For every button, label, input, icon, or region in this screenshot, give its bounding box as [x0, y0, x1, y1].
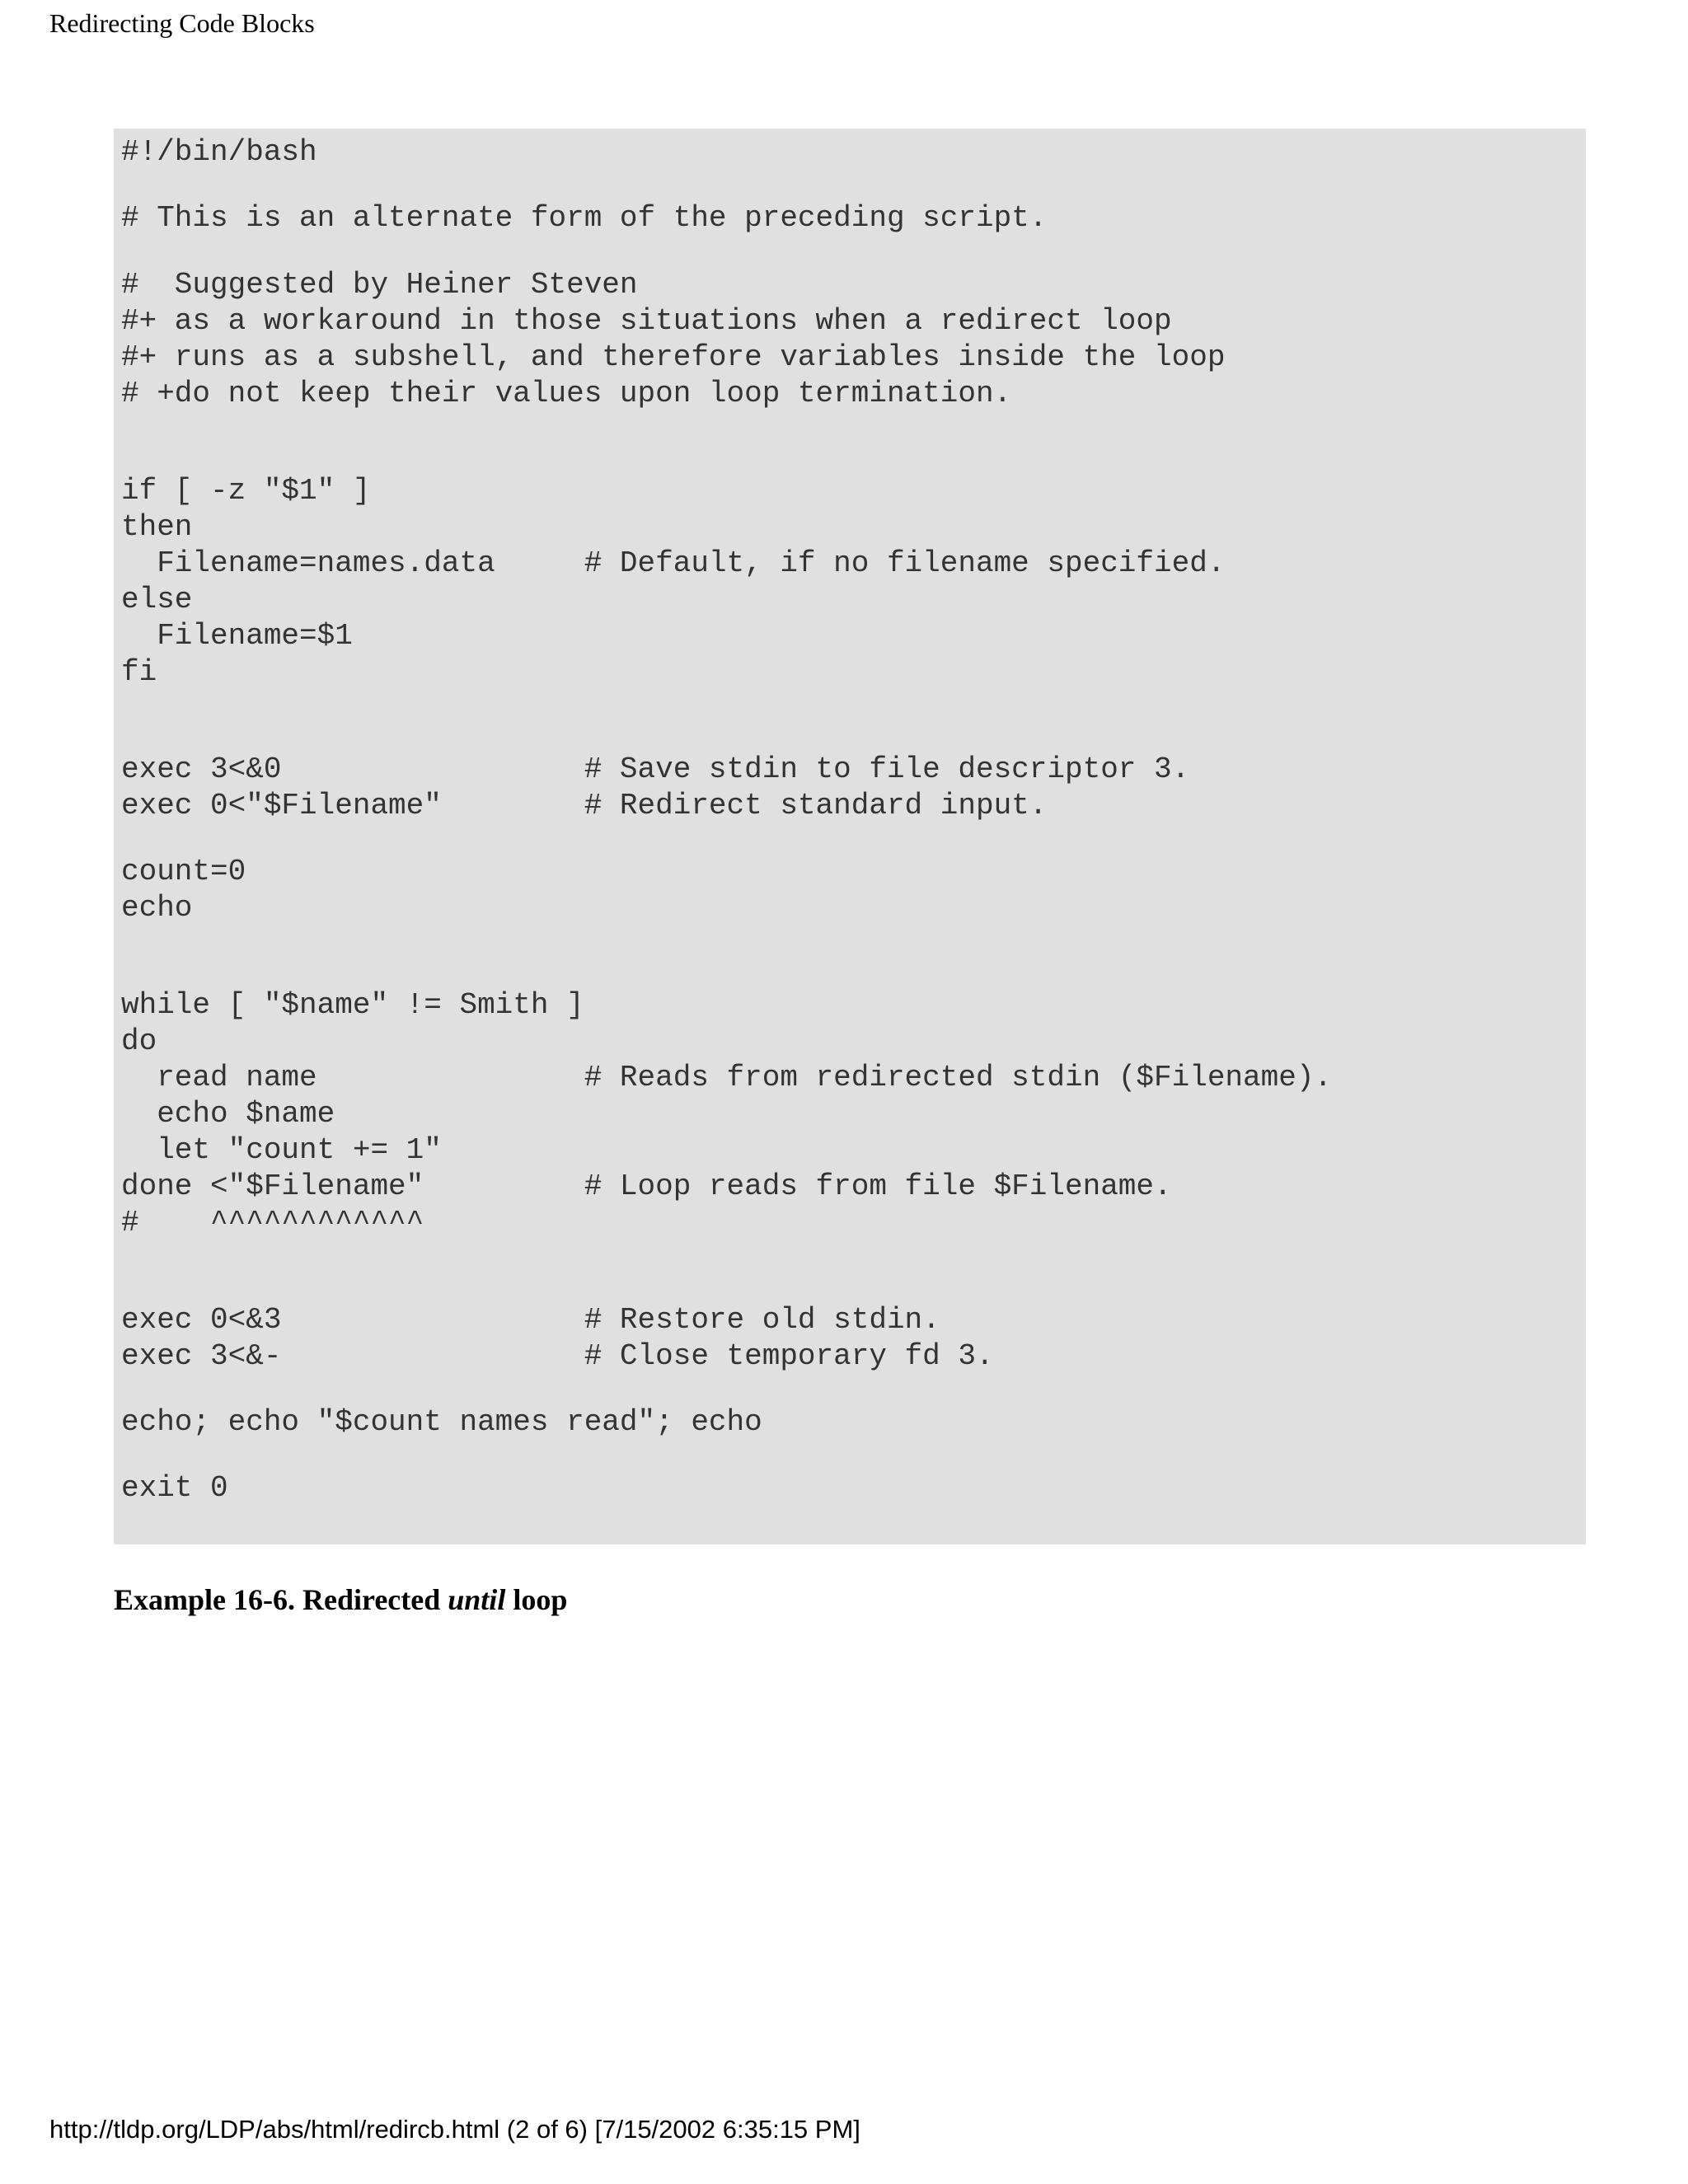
caption-prefix: Example 16-6. Redirected	[114, 1583, 448, 1616]
code-line: do	[121, 1024, 157, 1058]
code-line: while [ "$name" != Smith ]	[121, 988, 584, 1022]
code-line: #!/bin/bash	[121, 135, 317, 169]
code-line: #+ runs as a subshell, and therefore variables inside the loop	[121, 340, 1226, 374]
code-line: echo	[121, 891, 193, 925]
page-header-title: Redirecting Code Blocks	[49, 8, 315, 38]
code-line: else	[121, 583, 193, 616]
code-line: read name # Reads from redirected stdin ($Filename).	[121, 1061, 1333, 1094]
code-block	[114, 129, 1586, 1544]
code-line: count=0	[121, 855, 246, 888]
caption-suffix: loop	[505, 1583, 568, 1616]
code-line: exit 0	[121, 1471, 228, 1505]
code-line: then	[121, 510, 193, 544]
code-line: exec 0<&3 # Restore old stdin.	[121, 1303, 940, 1337]
example-caption	[114, 1582, 567, 1617]
code-line: echo $name	[121, 1097, 335, 1131]
code-line: Filename=names.data # Default, if no filename specified.	[121, 546, 1226, 580]
code-line: # This is an alternate form of the preceding script.	[121, 201, 1048, 235]
code-line: fi	[121, 655, 157, 689]
code-line: let "count += 1"	[121, 1133, 442, 1167]
code-line: echo; echo "$count names read"; echo	[121, 1405, 762, 1439]
code-line: exec 3<&0 # Save stdin to file descriptor 3.	[121, 752, 1190, 786]
code-line: # +do not keep their values upon loop termination.	[121, 377, 1012, 410]
code-line: # Suggested by Heiner Steven	[121, 268, 638, 302]
code-line: exec 3<&- # Close temporary fd 3.	[121, 1339, 994, 1373]
code-line: done <"$Filename" # Loop reads from file $Filename.	[121, 1169, 1172, 1203]
code-line: #+ as a workaround in those situations when a redirect loop	[121, 304, 1172, 338]
page-footer-url: http://tldp.org/LDP/abs/html/redircb.html (2 of 6) [7/15/2002 6:35:15 PM]	[49, 2115, 860, 2144]
code-line: # ^^^^^^^^^^^^	[121, 1206, 424, 1240]
code-line: if [ -z "$1" ]	[121, 474, 371, 508]
code-line: exec 0<"$Filename" # Redirect standard input.	[121, 789, 1048, 823]
caption-emphasis: until	[448, 1583, 506, 1616]
code-line: Filename=$1	[121, 619, 353, 653]
